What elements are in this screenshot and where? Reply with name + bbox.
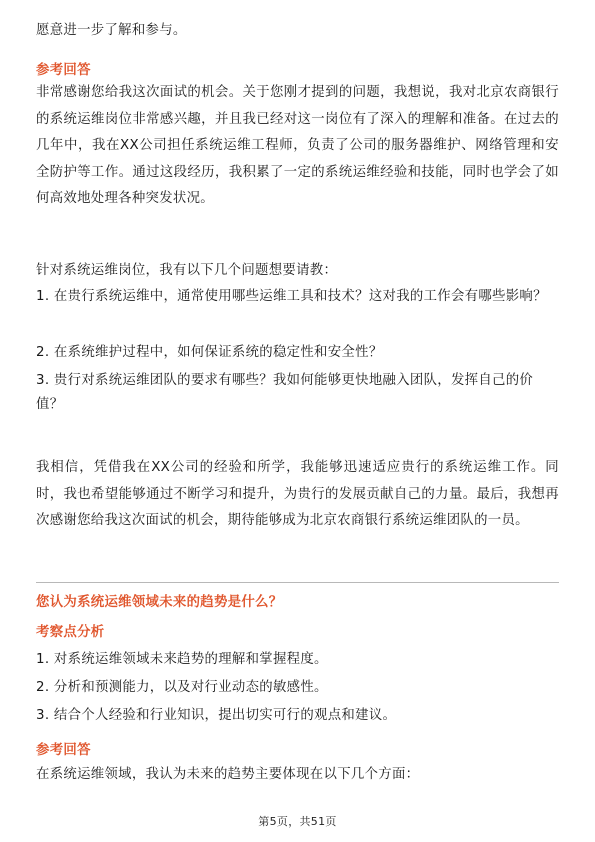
continued-text: 愿意进一步了解和参与。 bbox=[36, 23, 187, 38]
page-number: 第5页，共51页 bbox=[258, 815, 337, 828]
closing-paragraph: 我相信，凭借我在XX公司的经验和所学，我能够迅速适应贵行的系统运维工作。同时，我也希望能够通过不断学习和提升，为贵行的发展贡献自己的力量。最后，我想再次感谢您给我这次面试的机会，期待能够成为北京农商银行系统运维团队的一员。 bbox=[36, 460, 559, 528]
list-item: 1. 在贵行系统运维中，通常使用哪些运维工具和技术？这对我的工作会有哪些影响？ bbox=[36, 289, 547, 304]
reference-answer-heading: 参考回答 bbox=[36, 63, 91, 78]
answer-intro: 在系统运维领域，我认为未来的趋势主要体现在以下几个方面： bbox=[36, 767, 420, 782]
list-item: 2. 在系统维护过程中，如何保证系统的稳定性和安全性？ bbox=[36, 345, 383, 360]
question-title: 您认为系统运维领域未来的趋势是什么？ bbox=[36, 595, 283, 610]
answer-paragraph: 非常感谢您给我这次面试的机会。关于您刚才提到的问题，我想说，我对北京农商银行的系统运维岗位非常感兴趣，并且我已经对这一岗位有了深入的理解和准备。在过去的几年中，我在XX公司担任系统运维工程师，负责了公司的服务器维护、网络管理和安全防护等工作。通过这段经历，我积累了一定的系统运维经验和技能，同时也学会了如何高效地处理各种突发状况。 bbox=[36, 85, 559, 206]
list-item: 1. 对系统运维领域未来趋势的理解和掌握程度。 bbox=[36, 652, 328, 667]
list-item: 3. 贵行对系统运维团队的要求有哪些？我如何能够更快地融入团队，发挥自己的价值？ bbox=[36, 373, 534, 412]
list-item: 3. 结合个人经验和行业知识，提出切实可行的观点和建议。 bbox=[36, 708, 397, 723]
list-item: 2. 分析和预测能力，以及对行业动态的敏感性。 bbox=[36, 680, 328, 695]
questions-intro: 针对系统运维岗位，我有以下几个问题想要请教： bbox=[36, 263, 338, 278]
reference-answer-heading: 参考回答 bbox=[36, 743, 91, 758]
section-divider bbox=[36, 582, 559, 583]
analysis-heading: 考察点分析 bbox=[36, 625, 105, 640]
